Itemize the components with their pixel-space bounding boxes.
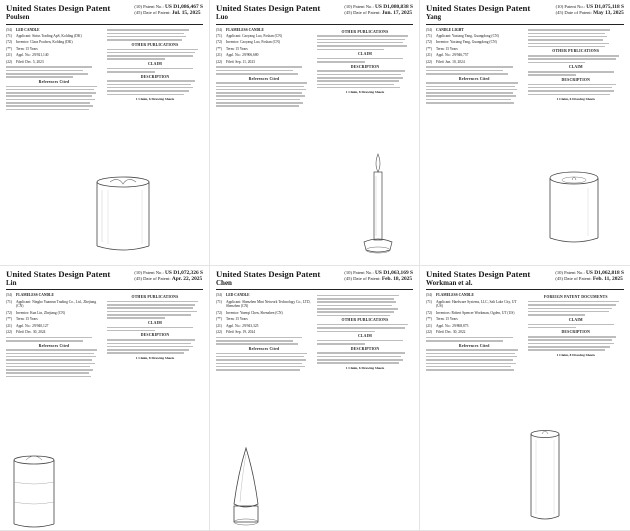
candle-figure: [544, 168, 604, 248]
drawing-sheets: 1 Claim, 8 Drawing Sheets: [345, 90, 385, 95]
drawing-sheets: 1 Claim, 6 Drawing Sheets: [345, 365, 385, 370]
filed-date: Filed: Dec. 5, 2023: [16, 59, 44, 64]
field-code: (**): [426, 317, 432, 322]
applicant: Applicant: Yaxiang Yang, Guangdong (CN): [436, 34, 499, 39]
field-code: (71): [6, 34, 12, 39]
field-code: (54): [426, 27, 432, 32]
patent-date: Jul. 15, 2025: [171, 10, 201, 17]
patent-no-label: (10) Patent No.:: [344, 4, 374, 9]
text-block: [6, 337, 102, 342]
field-code: (72): [6, 310, 12, 315]
field-code: (22): [6, 59, 12, 64]
patent-page: [210, 266, 420, 531]
application-number: Appl. No.: 29/906,680: [226, 53, 259, 58]
drawing-sheets: 1 Claim, 8 Drawing Sheets: [556, 352, 595, 357]
text-block: [317, 352, 413, 363]
patent-number: US D1,062,818 S: [585, 269, 624, 276]
text-block: [107, 68, 203, 73]
candle-figure: [520, 426, 570, 526]
patent-date: Jun. 17, 2025: [381, 10, 413, 17]
candle-drawing: [6, 452, 62, 531]
text-block: [317, 70, 413, 88]
candle-figure: [6, 452, 62, 531]
field-code: (22): [426, 59, 432, 64]
inventor-short: Chen: [216, 278, 232, 287]
inventor-short: Luo: [216, 13, 229, 22]
field-code: (**): [426, 46, 432, 51]
patent-page: [210, 0, 420, 266]
field-code: (21): [216, 323, 222, 328]
patent-number: US D1,072,326 S: [164, 269, 203, 276]
section-title: References Cited: [458, 76, 490, 81]
patent-number: US D1,080,838 S: [374, 4, 413, 10]
inventor: Inventor: Yaxiang Yang, Guangdong (CN): [436, 40, 497, 45]
application-number: Appl. No.: 29/921,140: [16, 53, 49, 58]
term: Term: 15 Years: [436, 46, 458, 51]
office-title: United States Design Patent: [6, 268, 111, 279]
text-block: [528, 324, 625, 329]
section-title: FOREIGN PATENT DOCUMENTS: [543, 295, 608, 300]
design-title: FLAMELESS CANDLE: [226, 27, 264, 32]
field-code: (22): [216, 330, 222, 335]
section-title: DESCRIPTION: [561, 77, 591, 82]
date-label: (45) Date of Patent:: [344, 10, 381, 16]
reference-list: [6, 86, 102, 111]
application-number: Appl. No.: 29/943,325: [226, 323, 259, 328]
section-title: DESCRIPTION: [140, 333, 170, 338]
patent-header: [216, 4, 413, 25]
section-title: CLAIM: [568, 317, 583, 322]
patent-date: Feb. 11, 2025: [592, 275, 623, 282]
field-code: (71): [6, 299, 12, 304]
filed-date: Filed: Sep. 11, 2023: [226, 59, 255, 64]
design-title: CANDLE LIGHT: [436, 27, 464, 32]
filed-date: Filed: Dec. 30, 2022: [436, 330, 466, 335]
text-block: [528, 71, 625, 76]
field-code: (21): [426, 323, 432, 328]
field-code: (71): [216, 299, 222, 304]
section-title: OTHER PUBLICATIONS: [341, 29, 389, 34]
application-number: Appl. No.: 29/946,757: [436, 53, 469, 58]
date-label: (45) Date of Patent:: [134, 10, 171, 16]
text-block: [107, 339, 203, 354]
section-title: OTHER PUBLICATIONS: [552, 49, 600, 54]
applicant: Applicant: Shenzhen Mini Network Technology Co., LTD, Shenzhen (CN): [226, 299, 311, 309]
section-title: OTHER PUBLICATIONS: [131, 42, 179, 47]
inventor: Inventors: Robert Spencer Workman, Ogden, UT (US): [436, 310, 515, 315]
patent-header: [216, 270, 413, 291]
field-code: (72): [216, 40, 222, 45]
design-title: FLAMELESS CANDLE: [16, 293, 54, 298]
patent-page: [420, 0, 630, 266]
filed-date: Filed: Jun. 10, 2024: [436, 59, 465, 64]
text-block: [528, 336, 625, 351]
field-code: (72): [6, 40, 12, 45]
office-title: United States Design Patent: [426, 3, 531, 13]
section-title: CLAIM: [147, 61, 163, 66]
date-label: (45) Date of Patent:: [555, 10, 592, 16]
patent-header: [6, 4, 203, 25]
patent-no-label: (10) Patent No.:: [134, 4, 164, 9]
candle-drawing: [224, 444, 268, 530]
candle-figure: [360, 150, 400, 260]
text-block: [6, 66, 102, 77]
candle-drawing: [544, 168, 604, 248]
reference-list: [528, 29, 625, 47]
design-title: LED CANDLE: [226, 293, 250, 298]
field-code: (54): [216, 27, 222, 32]
field-code: (22): [426, 330, 432, 335]
patent-number: US D1,086,467 S: [164, 4, 203, 10]
patent-page: [0, 0, 210, 266]
field-code: (21): [426, 53, 432, 58]
field-code: (**): [216, 46, 222, 51]
field-code: (71): [426, 34, 432, 39]
text-block: [528, 301, 625, 306]
reference-list: [426, 349, 523, 370]
filed-date: Filed: Sep. 19, 2024: [226, 330, 256, 335]
patent-header: [426, 270, 624, 291]
text-block: [317, 340, 413, 345]
term: Term: 15 Years: [16, 317, 38, 322]
drawing-sheets: 1 Claim, 6 Drawing Sheets: [135, 97, 175, 102]
section-title: CLAIM: [147, 320, 163, 325]
candle-drawing: [520, 426, 570, 526]
text-block: [317, 58, 413, 63]
field-code: (54): [426, 293, 432, 298]
inventor: Inventor: Claus Poulsen, Kolding (DK): [16, 40, 73, 45]
reference-list: [107, 29, 203, 40]
field-code: (**): [6, 317, 12, 322]
patent-number: US D1,075,118 S: [586, 4, 624, 10]
patent-no-label: (10) Patent No.:: [555, 269, 585, 275]
field-code: (54): [6, 27, 12, 32]
design-title: FLAMELESS CANDLE: [436, 293, 474, 298]
field-code: (72): [216, 310, 222, 315]
section-title: OTHER PUBLICATIONS: [131, 295, 179, 300]
section-title: DESCRIPTION: [350, 64, 380, 69]
inventor-short: Workman et al.: [426, 278, 473, 287]
section-title: CLAIM: [568, 65, 583, 70]
office-title: United States Design Patent: [216, 3, 321, 13]
field-code: (72): [426, 40, 432, 45]
field-code: (72): [426, 310, 432, 315]
applicant: Applicant: Sirius Trading ApS, Kolding (DK): [16, 34, 82, 39]
field-code: (71): [426, 299, 432, 304]
date-label: (45) Date of Patent:: [344, 275, 381, 281]
office-title: United States Design Patent: [216, 268, 321, 279]
field-code: (21): [216, 53, 222, 58]
text-block: [216, 337, 312, 345]
text-block: [426, 66, 523, 74]
patent-date: Apr. 22, 2025: [171, 275, 203, 282]
patent-date: May 13, 2025: [593, 10, 624, 17]
field-code: (22): [6, 330, 12, 335]
date-label: (45) Date of Patent:: [134, 275, 171, 281]
field-code: (54): [6, 293, 12, 298]
patent-no-label: (10) Patent No.:: [555, 4, 586, 9]
term: Term: 15 Years: [436, 317, 458, 322]
section-title: References Cited: [38, 79, 70, 84]
applicant: Applicant: Hardware Systems, LLC, Salt Lake City, UT (US): [436, 299, 517, 309]
reference-list: [216, 353, 312, 371]
design-title: LED CANDLE: [16, 27, 40, 32]
patent-page: [420, 266, 630, 531]
field-code: (22): [216, 59, 222, 64]
patent-no-label: (10) Patent No.:: [344, 269, 374, 275]
text-block: [426, 337, 523, 342]
patent-page: [0, 266, 210, 531]
text-block: [107, 80, 203, 95]
patent-header: [6, 270, 203, 291]
reference-list: [426, 82, 523, 103]
drawing-sheets: 1 Claim, 6 Drawing Sheets: [556, 97, 595, 102]
candle-drawing: [88, 172, 158, 254]
text-block: [107, 301, 203, 319]
term: Term: 15 Years: [16, 46, 38, 51]
candle-drawing: [360, 150, 400, 260]
field-code: (**): [216, 317, 222, 322]
inventor: Inventor: Kun Lin, Zhejiang (CN): [16, 310, 66, 315]
field-code: (21): [6, 323, 12, 328]
text-block: [528, 55, 625, 63]
field-code: (71): [216, 34, 222, 39]
application-number: Appl. No.: 29/868,873: [436, 323, 469, 328]
filed-date: Filed: Dec. 30, 2024: [16, 330, 46, 335]
section-title: DESCRIPTION: [140, 74, 170, 79]
reference-list: [6, 349, 102, 377]
text-block: [317, 324, 413, 332]
text-block: [216, 66, 312, 74]
field-code: (54): [216, 293, 222, 298]
date-label: (45) Date of Patent:: [555, 275, 592, 281]
candle-figure: [224, 444, 268, 530]
office-title: United States Design Patent: [426, 268, 531, 279]
inventor: Inventor: Caoyang Luo, Foshan (CN): [226, 40, 280, 45]
text-block: [528, 308, 625, 316]
applicant: Applicant: Ningbo Yuanrun Trading Co., Ltd., Zhejiang (CN): [16, 299, 97, 309]
text-block: [528, 84, 625, 95]
field-code: (**): [6, 46, 12, 51]
section-title: OTHER PUBLICATIONS: [341, 318, 389, 323]
text-block: [317, 35, 413, 50]
inventor-short: Lin: [6, 278, 17, 287]
text-block: [107, 327, 203, 332]
patent-date: Feb. 18, 2025: [381, 275, 413, 282]
patent-number: US D1,063,169 S: [374, 269, 413, 276]
drawing-sheets: 1 Claim, 8 Drawing Sheets: [135, 355, 175, 360]
patent-header: [426, 4, 624, 25]
section-title: References Cited: [458, 343, 490, 348]
inventor-short: Yang: [426, 13, 442, 22]
application-number: Appl. No.: 29/940,127: [16, 323, 49, 328]
section-title: DESCRIPTION: [350, 346, 380, 351]
field-code: (21): [6, 53, 12, 58]
section-title: CLAIM: [357, 334, 373, 339]
reference-list: [216, 82, 312, 107]
office-title: United States Design Patent: [6, 3, 111, 13]
section-title: CLAIM: [357, 52, 373, 57]
reference-list: [317, 295, 413, 316]
inventor: Inventor: Yuenqi Chen, Shenzhen (CN): [226, 310, 283, 315]
term: Term: 15 Years: [226, 46, 248, 51]
section-title: References Cited: [248, 346, 280, 351]
patent-no-label: (10) Patent No.:: [134, 269, 164, 275]
section-title: DESCRIPTION: [561, 330, 591, 335]
inventor-short: Poulsen: [6, 13, 30, 22]
text-block: [107, 49, 203, 60]
term: Term: 15 Years: [226, 317, 248, 322]
candle-figure: [88, 172, 158, 254]
section-title: References Cited: [248, 76, 280, 81]
applicant: Applicant: Caoyang Luo, Foshan (CN): [226, 34, 282, 39]
section-title: References Cited: [38, 343, 70, 348]
